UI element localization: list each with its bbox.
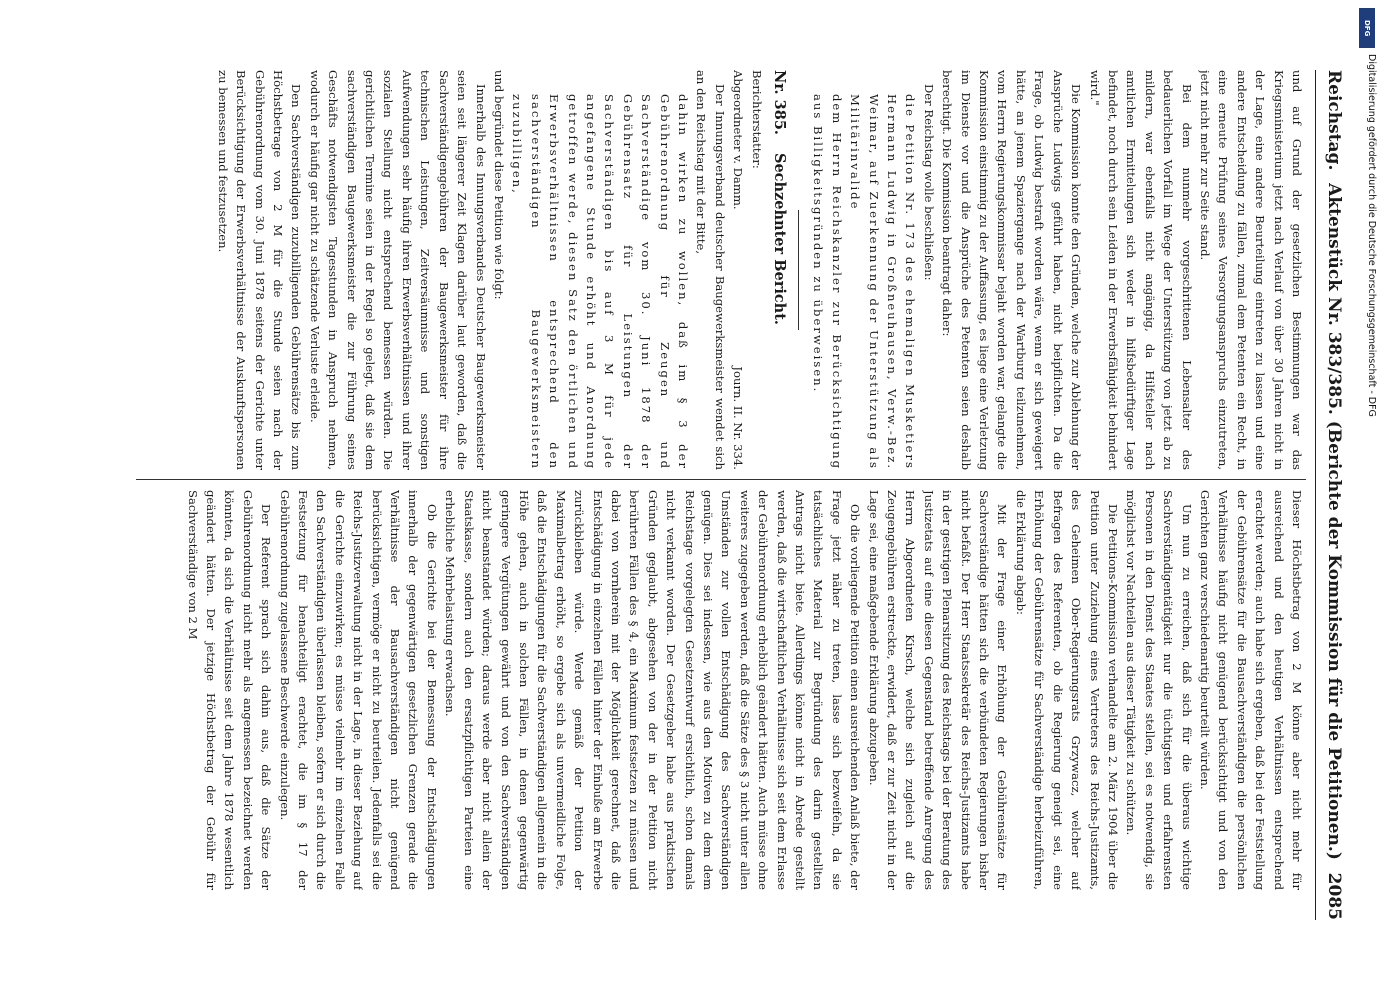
right-column (136, 490, 1306, 890)
paragraph: Der Innungsverband deutscher Baugewerksmeister wendet sich an den Reichstag mit der Bitte, (694, 70, 727, 470)
paragraph: Der Reichstag wolle beschließen: (921, 84, 936, 281)
paragraph: Den Sachverständigen zuzubilligenden Gebührensätze bis zum Höchstbetrage von 2 M für die Stunde seien nach der Gebührenordnung vom 30. Juni 1878 seitens der Gerichte unter Berücksichtigung der Erwerbsverhältnisse der Auskunftspersonen zu bemessen und festzusetzen. (215, 70, 304, 470)
paragraph: Innerhalb des Innungsverbandes Deutscher Baugewerksmeister seien seit längerer Zeit Klagen darüber laut geworden, daß die Sachverständigengebühren der Baugewerksmeister für ihre technischen Leistungen, Zeitversäumnisse und sonstigen Aufwendungen sehr häufig ihren Erwerbsverhältnissen und ihrer sozialen Stellung nicht entsprechend bemessen würden. Die gerichtlichen Termine seien in der Regel so gelegt, daß sie dem sachverständigen Baugewerksmeister die zur Führung seines Geschäfts notwendigsten Tagesstunden in Anspruch nehmen, wodurch er häufig gar nicht zu schätzende Verluste erleide. (307, 70, 488, 470)
journal-number: Journ. II. Nr. 334. (731, 366, 746, 470)
section-number: Nr. 385. (771, 70, 789, 135)
page-number: 2085 (1324, 872, 1344, 920)
reporter-label: Berichterstatter: (749, 70, 764, 169)
petition-request: dahin wirken zu wollen, daß im § 3 der Gebührenordnung für Zeugen und Sachverständige vom 30. Juni 1878 der Gebührensatz für Leistungen der Sachverständigen bis auf 3 M für jede angefangene Stunde erhöht und Anordnung getroffen werde, diesen Satz den örtlichen und Erwerbsverhältnissen entsprechend den sachverständigen Baugewerksmeistern zuzubilligen, (510, 94, 690, 470)
header-center: Aktenstück Nr. 383/385. (Berichte der Kommission für die Petitionen.) (1324, 183, 1344, 860)
paragraph: Der Referent sprach sich dahin aus, daß die Sätze der Gebührenordnung nicht mehr als angemessen bezeichnet werden könnten, da sich die Verhältnisse seit dem Jahre 1878 wesentlich geändert hätten. Der jetzige Höchstbetrag der Gebühr für Sachverständige von 2 M (185, 490, 274, 890)
header-left: Reichstag. (1324, 70, 1344, 171)
paragraph: Ob die Gerichte bei der Bemessung der Entschädigungen innerhalb der gegenwärtigen gesetzlichen Grenzen gerade die Verhältnisse der Bausachverständigen nicht genügend berücksichtigen, vermöge er nicht zu beurteilen. Jedenfalls sei die Reichs-Justizverwaltung nicht in der Lage, in dieser Beziehung auf die Gerichte einzuwirken; es müsse vielmehr im einzelnen Falle den Sachverständigen überlassen bleiben, sofern er sich durch die Festsetzung für benachteiligt erachtet, die im § 17 der Gebührenordnung zugelassene Beschwerde einzulegen. (277, 490, 439, 890)
motion-text: die Petition Nr. 173 des ehemaligen Musketiers Hermann Ludwig in Großneuhausen, Verw.-Bez. Weimar, auf Zuerkennung der Unterstützung als Militärinvalide (848, 94, 918, 470)
paragraph: Die Kommission konnte den Gründen, welche zur Ablehnung der Ansprüche Ludwigs geführt haben, nicht beipflichten. Da die Frage, ob Ludwig bestraft worden wäre, wenn er sich geweigert hätte, an jenem Spaziergange nach der Wartburg teilzunehmen, vom Herrn Regierungskommissar bejaht worden war, gelangte die Kommission einstimmig zu der Auffassung, es liege eine Verletzung im Dienste vor und die Ansprüche des Petenten seien deshalb berechtigt. Die Kommission beantragt daher: (940, 70, 1084, 470)
section-heading (770, 70, 788, 470)
motion-text: dem Herrn Reichskanzler zur Berücksichtigung aus Billigkeitsgründen zu überweisen. (811, 94, 844, 470)
paragraph: Die Petitions-Kommission verhandelte am 2. März 1904 über die Petition unter Zuziehung eines Vertreters des Reichs-Justizamts, des Geheimen Ober-Regierungsrats Grzywacz, welcher auf Befragen des Referenten, ob die Regierung geneigt sei, eine Erhöhung der Gebührensätze für Sachverständige herbeizuführen, die Erklärung abgab: (1013, 490, 1120, 890)
reporter-name: Abgeordneter v. Damm. (731, 70, 746, 210)
paragraph: Bei dem nunmehr vorgeschrittenen Lebensalter des bedauerlichen Vorfall im Wege der Unterstützung von jetzt ab zu mildern, war ebenfalls nicht angängig, da Hilfsteller nach amtlichen Ermittelungen sich weder in hilfsbedürftiger Lage befindet, noch durch sein Leiden in der Erwerbsfähigkeit behindert wird." (1087, 70, 1194, 470)
paragraph: Ob die vorliegende Petition einen ausreichenden Anlaß biete, der Frage jetzt näher zu treten, lasse sich bezweifeln, da sie tatsächliches Material zur Begründung des darin gestellten Antrags nicht biete. Allerdings könne nicht in Abrede gestellt werden, daß die wirtschaftlichen Verhältnisse sich seit dem Erlasse der Gebührenordnung erheblich geändert hätten. Auch müsse ohne weiteres zugegeben werden, daß die Sätze des § 3 nicht unter allen Umständen zur vollen Entschädigung des Sachverständigen genügen. Dies sei indessen, wie aus den Motiven zu dem dem Reichstage vorgelegten Gesetzentwurf ersichtlich, schon damals nicht verkannt worden. Der Gesetzgeber habe aus praktischen Gründen geglaubt, abgesehen von der in der Petition nicht berührten Fällen des § 4, ein Maximum festsetzen zu müssen und dabei von vornherein mit der Möglichkeit gerechnet, daß die Entschädigung in einzelnen Fällen hinter der Einbuße am Erwerbe zurückbleiben würde. Werde gemäß der Petition der Maximalbetrag erhöht, so ergebe sich als unvermeidliche Folge, daß die Entschädigungen für die Sachverständigen allgemein in die Höhe gehen, auch in solchen Fällen, in denen gegenwärtig geringere Vergütungen gewährt und von den Sachverständigen nicht beanstandet würden; daraus werde aber nicht allein der Staatskasse, sondern auch den ersatzpflichtigen Parteien eine erhebliche Mehrbelastung erwachsen. (443, 490, 863, 890)
paragraph: Dieser Höchstbetrag von 2 M könne aber nicht mehr für ausreichend und den heutigen Verhältnissen entsprechend erachtet werden; auch habe sich ergeben, daß bei der Feststellung der Gebührensätze für die Bausachverständigen die persönlichen Verhältnisse häufig nicht genügend berücksichtigt und von den Gerichten ganz verschiedenartig beurteilt würden. (1197, 490, 1304, 890)
section-divider (798, 210, 799, 330)
paragraph: Mit der Frage einer Erhöhung der Gebührensätze für Sachverständige hätten sich die verbündeten Regierungen bisher nicht befaßt. Der Herr Staatssekretär des Reichs-Justizamts habe in der gestrigen Plenarsitzung des Reichstags bei der Beratung des Justizetats auf eine diesen Gegenstand betreffende Anregung des Herrn Abgeordneten Kirsch, welche sich zugleich auf die Zeugengebühren erstreckte, erwidert, daß er zur Zeit nicht in der Lage sei, eine maßgebende Erklärung abzugeben. (866, 490, 1010, 890)
reporter-line (729, 70, 747, 470)
page-header (1318, 70, 1350, 920)
paragraph: Um nun zu erreichen, daß sich für die überaus wichtige Sachverständigentätigkeit nur die tüchtigsten und erfahrensten Personen in den Dienst des Staates stellen, sei es notwendig, sie möglichst vor Nachteilen aus dieser Tätigkeit zu schützen. (1124, 490, 1194, 890)
digitization-credit: Digitalisierung gefördert durch die Deutsche Forschungsgemeinschaft - DFG (1366, 54, 1377, 417)
section-title: Sechzehnter Bericht. (771, 152, 789, 325)
header-rule (1315, 70, 1316, 920)
column-divider (136, 479, 1306, 480)
left-column (136, 70, 1306, 470)
rotated-page-content (110, 70, 1350, 920)
paragraph: und auf Grund der gesetzlichen Bestimmungen war das Kriegsministerium jetzt nach Verlauf von über 30 Jahren nicht in der Lage, eine andere Beurteilung eintreten zu lassen und eine andere Entscheidung zu fällen, zumal dem Petenten ein Recht, in eine erneute Prüfung seines Versorgungsanspruchs einzutreten, jetzt nicht mehr zur Seite stand. (1197, 70, 1304, 470)
dfg-logo: DFG (1359, 8, 1375, 48)
paragraph: und begründet diese Petition wie folgt: (491, 70, 506, 300)
